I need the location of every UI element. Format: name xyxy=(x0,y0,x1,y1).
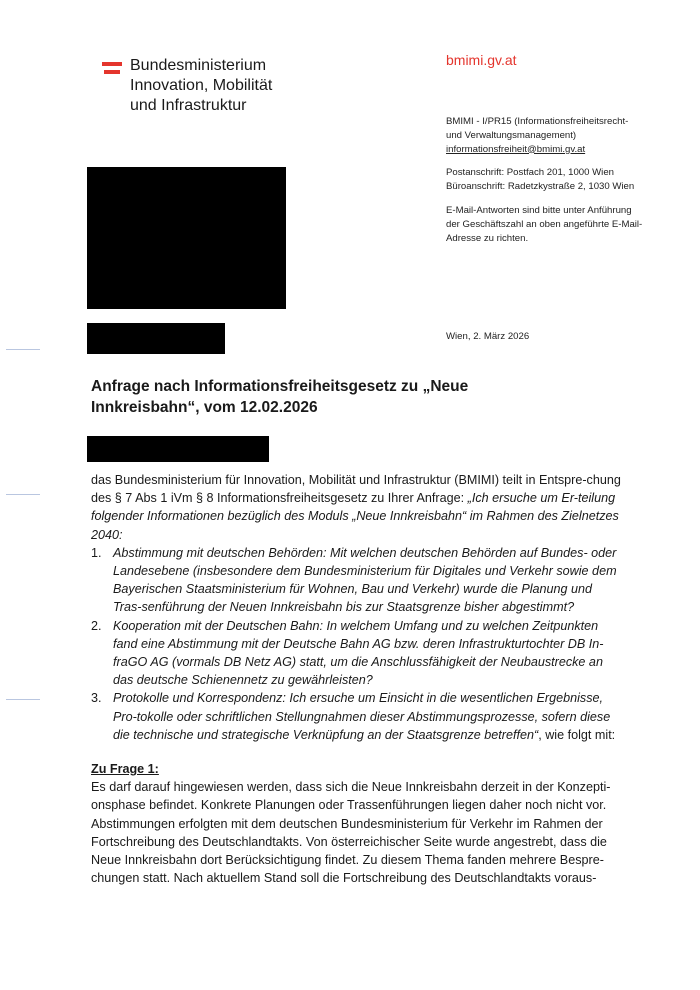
question-number: 3. xyxy=(91,691,102,706)
reply-note-line-2: der Geschäftszahl an oben angeführte E-Mail- xyxy=(446,218,643,230)
request-quote: „Ich ersuche um Er-teilung folgender Informationen bezüglich des Moduls „Neue Innkreisbahn“ im Rahmen des Zielnetzes 2040: xyxy=(91,491,619,542)
reply-note-line-3: Adresse zu richten. xyxy=(446,232,529,244)
letter-date: Wien, 2. März 2026 xyxy=(446,331,530,342)
question-item xyxy=(91,617,621,690)
redacted-reference xyxy=(87,323,225,354)
subject-line-2: Innkreisbahn“, vom 12.02.2026 xyxy=(91,399,318,416)
department-block xyxy=(446,115,646,156)
fold-mark xyxy=(6,349,40,350)
reply-note xyxy=(446,204,646,245)
intro-text: das Bundesministerium für Innovation, Mobilität und Infrastruktur (BMIMI) teilt in Entspre-chung des § 7 Abs 1 iVm § 8 Informationsfreiheitsgesetz zu Ihrer Anfrage: xyxy=(91,473,621,506)
question-item xyxy=(91,689,621,744)
question-number: 1. xyxy=(91,545,102,560)
question-suffix: , wie folgt mit: xyxy=(538,727,616,742)
question-text: Abstimmung mit deutschen Behörden: Mit welchen deutschen Behörden auf Bundes- oder Landesebene (insbesondere dem Bundesministerium für Digitales und Verkehr sowie dem Bayerischen Staatsministerium für Wohnen, Bau und Verkehr) wurde die Planung und Tras-senführung der Neuen Innkreisbahn bis zur Staatsgrenze bisher abgestimmt? xyxy=(113,545,617,615)
question-item xyxy=(91,544,621,617)
question-text: Kooperation mit der Deutschen Bahn: In welchem Umfang und zu welchen Zeitpunkten fand eine Abstimmung mit der Deutsche Bahn AG bzw. deren Infrastrukturtochter DB In-fraGO AG (vormals DB Netz AG) statt, um die Anschlussfähigkeit der Neubaustrecke an das deutsche Schienennetz zu gewährleisten? xyxy=(113,618,604,688)
subject-heading xyxy=(91,376,531,418)
redacted-salutation xyxy=(87,436,269,462)
letter-body xyxy=(91,471,621,887)
logo-line-3: und Infrastruktur xyxy=(130,97,247,114)
intro-paragraph xyxy=(91,471,621,544)
subject-line-1: Anfrage nach Informationsfreiheitsgesetz zu „Neue xyxy=(91,378,469,395)
answer-1-heading: Zu Frage 1: xyxy=(91,762,159,777)
logo-line-2: Innovation, Mobilität xyxy=(130,77,273,94)
department-line-2: und Verwaltungsmanagement) xyxy=(446,129,577,141)
ministry-name xyxy=(130,56,370,116)
website-link[interactable]: bmimi.gv.at xyxy=(446,52,517,68)
question-list xyxy=(91,544,621,744)
office-address: Büroanschrift: Radetzkystraße 2, 1030 Wien xyxy=(446,180,635,192)
question-text: Protokolle und Korrespondenz: Ich ersuche um Einsicht in die wesentlichen Ergebnisse, Pro-tokolle oder schriftlichen Stellungnahmen dieser Abstimmungsprozesse, sofern diese die technische und strategische Verknüpfung an der Staatsgrenze betreffen“ xyxy=(113,691,611,742)
postal-address: Postanschrift: Postfach 201, 1000 Wien xyxy=(446,167,614,178)
address-block xyxy=(446,166,646,194)
reply-note-line-1: E-Mail-Antworten sind bitte unter Anführung xyxy=(446,205,632,216)
contact-email-link[interactable]: informationsfreiheit@bmimi.gv.at xyxy=(446,143,586,155)
question-number: 2. xyxy=(91,618,102,633)
answer-1-text: Es darf darauf hingewiesen werden, dass sich die Neue Innkreisbahn derzeit in der Konzepti-onsphase befindet. Konkrete Planungen oder Trassenführungen liegen daher noch nicht vor. Abstimmungen erfolgten mit dem deutschen Bundesministerium für Verkehr im Rahmen der Fortschreibung des Deutschlandtakts. Von österreichischer Seite wurde angestrebt, dass die Neue Innkreisbahn dort Berücksichtigung findet. Zu diesem Thema fanden mehrere Bespre-chungen statt. Nach aktuellem Stand soll die Fortschreibung des Deutschlandtakts voraus- xyxy=(91,780,611,886)
department-line-1: BMIMI - I/PR15 (Informationsfreiheitsrecht- xyxy=(446,116,629,127)
redacted-recipient-address xyxy=(87,167,286,309)
logo-line-1: Bundesministerium xyxy=(130,57,267,74)
fold-mark xyxy=(6,494,40,495)
fold-mark xyxy=(6,699,40,700)
flag-mark-icon xyxy=(100,62,122,78)
